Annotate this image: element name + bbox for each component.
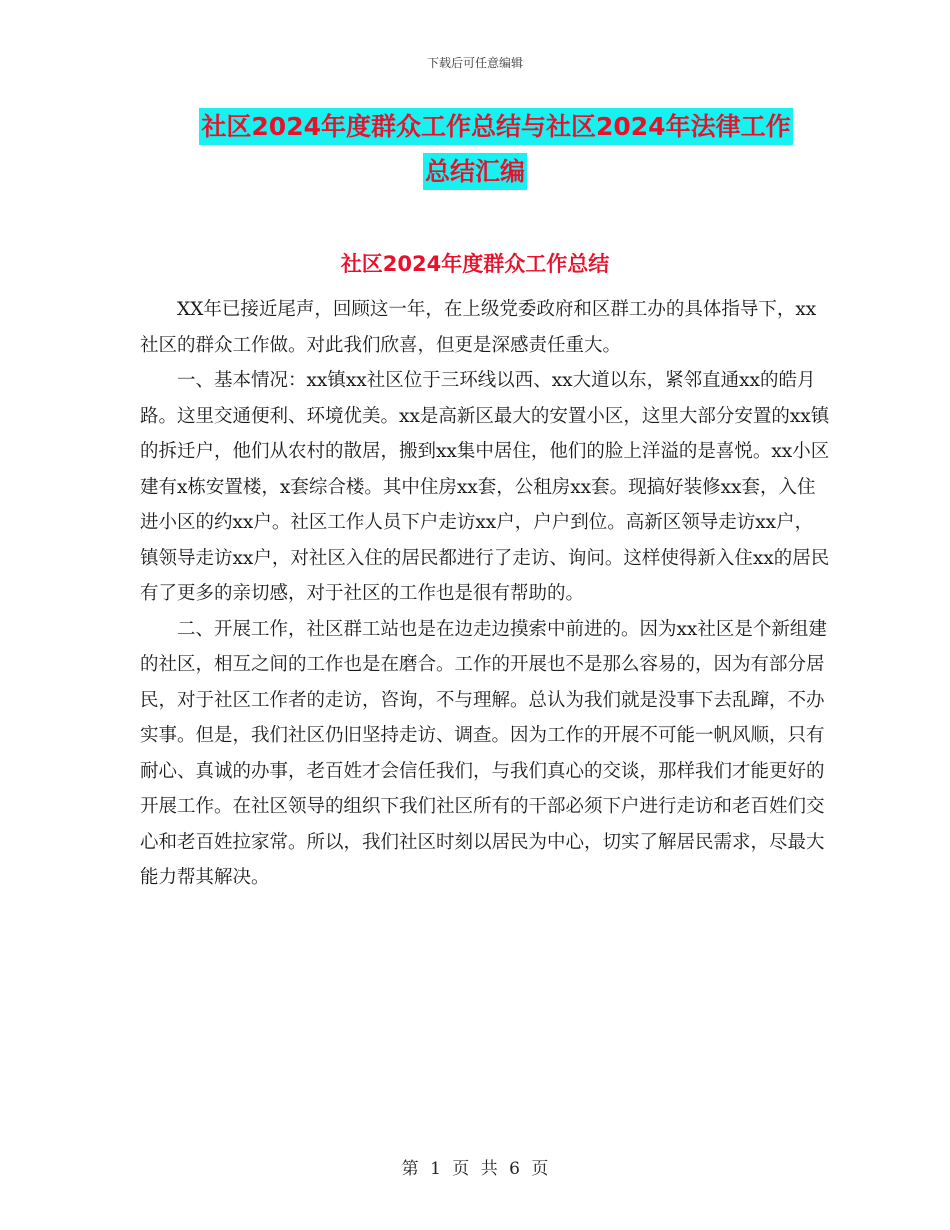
paragraph-work-carried-out: 二、开展工作，社区群工站也是在边走边摸索中前进的。因为xx社区是个新组建的社区，相互之间的工作也是在磨合。工作的开展也不是那么容易的，因为有部分居民，对于社区工作者的走访，咨询，不与理解。总认为我们就是没事下去乱蹿，不办实事。但是，我们社区仍旧坚持走访、调查。因为工作的开展不可能一帆风顺，只有耐心、真诚的办事，老百姓才会信任我们，与我们真心的交谈，那样我们才能更好的开展工作。在社区领导的组织下我们社区所有的干部必须下户进行走访和老百姓们交心和老百姓拉家常。所以，我们社区时刻以居民为中心，切实了解居民需求，尽最大能力帮其解决。 [140,618,827,888]
paragraph-basic-situation: 一、基本情况：xx镇xx社区位于三环线以西、xx大道以东，紧邻直通xx的皓月路。这里交通便利、环境优美。xx是高新区最大的安置小区，这里大部分安置的xx镇的拆迁户，他们从农村的散居，搬到xx集中居住，他们的脸上洋溢的是喜悦。xx小区建有x栋安置楼，x套综合楼。其中住房xx套，公租房xx套。现搞好装修xx套，入住进小区的约xx户。社区工作人员下户走访xx户，户户到位。高新区领导走访xx户，镇领导走访xx户，对社区入住的居民都进行了走访、询问。这样使得新入住xx的居民有了更多的亲切感，对于社区的工作也是很有帮助的。 [140,370,830,604]
section-title: 社区2024年度群众工作总结 [340,252,610,276]
page-footer: 第 1 页 共 6 页 [401,1159,549,1179]
body-text [140,292,830,896]
document-title [0,108,950,198]
header-note: 下载后可任意编辑 [426,56,523,70]
title-line-2: 总结汇编 [423,153,527,190]
title-line-1: 社区2024年度群众工作总结与社区2024年法律工作 [199,108,792,145]
paragraph-intro: XX年已接近尾声，回顾这一年，在上级党委政府和区群工办的具体指导下，xx社区的群众工作做。对此我们欣喜，但更是深感责任重大。 [140,299,817,356]
